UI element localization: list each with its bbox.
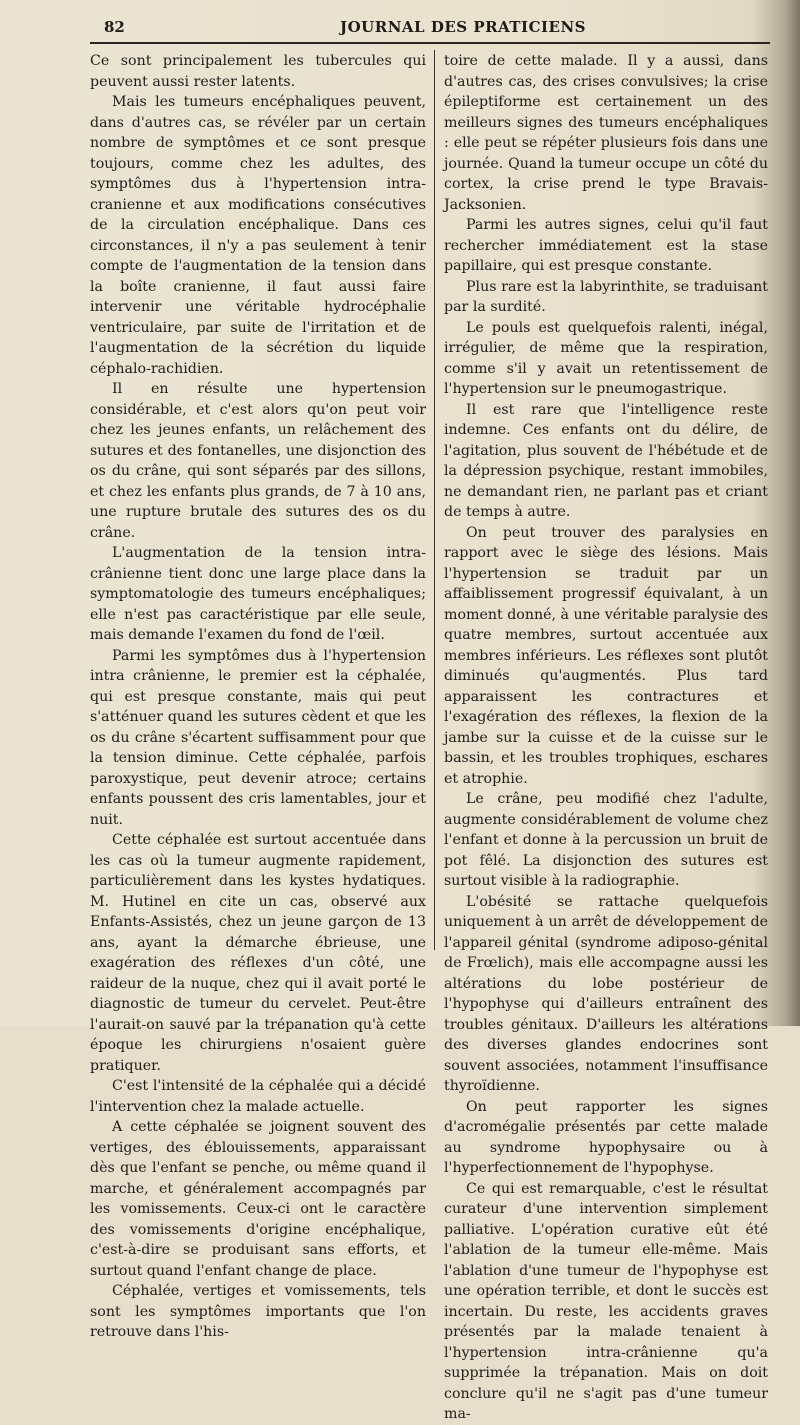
- paragraph: Il en résulte une hypertension considérable, et c'est alors qu'on peut voir chez les jeunes enfants, un relâchement des sutures et des fontanelles, une disjonction des os du crâne, qui sont séparés par des sillons, et chez les enfants plus grands, de 7 à 10 ans, une rupture brutale des sutures des os du crâne.: [90, 381, 426, 541]
- journal-title: JOURNAL DES PRATICIENS: [340, 18, 586, 36]
- paragraph: Parmi les symptômes dus à l'hypertension intra crânienne, le premier est la céphalée, qui est presque constante, mais qui peut s'atténuer quand les sutures cèdent et que les os du crâne s'écartent suffisamment pour que la tension diminue. Cette céphalée, parfois paroxystique, peut devenir atroce; certains enfants poussent des cris lamentables, jour et nuit.: [90, 647, 426, 828]
- page-number: 82: [104, 18, 125, 36]
- paragraph: Plus rare est la labyrinthite, se traduisant par la surdité.: [444, 278, 768, 315]
- paragraph: Parmi les autres signes, celui qu'il faut rechercher immédiatement est la stase papillaire, qui est presque constante.: [444, 217, 768, 274]
- left-column: [90, 51, 426, 1343]
- paragraph: Céphalée, vertiges et vomissements, tels sont les symptômes importants que l'on retrouve dans l'his-: [90, 1283, 426, 1340]
- paragraph: Ce sont principalement les tubercules qui peuvent aussi rester latents.: [90, 53, 426, 90]
- paragraph: Ce qui est remarquable, c'est le résultat curateur d'une intervention simplement palliative. L'opération curative eût été l'ablation de la tumeur elle-même. Mais l'ablation d'une tumeur de l'hypophyse est une opération terrible, et dont le succès est incertain. Du reste, les accidents graves présentés par la malade tenaient à l'hypertension intra-crânienne qu'a supprimée la trépanation. Mais on doit conclure qu'il ne s'agit pas d'une tumeur ma-: [444, 1180, 768, 1422]
- column-divider: [434, 50, 435, 950]
- header-rule: [90, 42, 770, 44]
- paragraph: On peut trouver des paralysies en rapport avec le siège des lésions. Mais l'hypertension se traduit par un affaiblissement progressif équivalant, à un moment donné, à une véritable paralysie des quatre membres, surtout accentuée aux membres inférieurs. Les réflexes sont plutôt diminués qu'augmentés. Plus tard apparaissent les contractures et l'exagération des réflexes, la flexion de la jambe sur la cuisse et de la cuisse sur le bassin, et les troubles trophiques, eschares et atrophie.: [444, 524, 768, 787]
- paragraph: Il est rare que l'intelligence reste indemne. Ces enfants ont du délire, de l'agitation, plus souvent de l'hébétude et de la dépression psychique, restant immobiles, ne demandant rien, ne parlant pas et criant de temps à autre.: [444, 401, 768, 520]
- paragraph: Cette céphalée est surtout accentuée dans les cas où la tumeur augmente rapidement, particulièrement dans les kystes hydatiques. M. Hutinel en cite un cas, observé aux Enfants-Assistés, chez un jeune garçon de 13 ans, ayant la démarche ébrieuse, une exagération des réflexes d'un côté, une raideur de la nuque, chez qui il avait porté le diagnostic de tumeur du cervelet. Peut-être l'aurait-on sauvé par la trépanation qu'à cette époque les chirurgiens n'osaient guère pratiquer.: [90, 832, 426, 1074]
- paragraph: On peut rapporter les signes d'acromégalie présentés par cette malade au syndrome hypophysaire ou à l'hyperfectionnement de l'hypophyse.: [444, 1098, 768, 1176]
- page-header: [90, 16, 780, 40]
- paragraph: Le pouls est quelquefois ralenti, inégal, irrégulier, de même que la respiration, comme s'il y avait un retentissement de l'hypertension sur le pneumogastrique.: [444, 319, 768, 397]
- paragraph: L'obésité se rattache quelquefois uniquement à un arrêt de développement de l'appareil génital (syndrome adiposo-génital de Frœlich), mais elle accompagne aussi les altérations du lobe postérieur de l'hypophyse qui d'ailleurs entraînent des troubles génitaux. D'ailleurs les altérations des diverses glandes endocrines sont souvent associées, notamment l'insuffisance thyroïdienne.: [444, 893, 768, 1094]
- paragraph: C'est l'intensité de la céphalée qui a décidé l'intervention chez la malade actuelle.: [90, 1078, 426, 1115]
- paragraph: Mais les tumeurs encéphaliques peuvent, dans d'autres cas, se révéler par un certain nombre de symptômes et ce sont presque toujours, comme chez les adultes, des symptômes dus à l'hypertension intra-cranienne et aux modifications consécutives de la circulation encéphalique. Dans ces circonstances, il n'y a pas seulement à tenir compte de l'augmentation de la tension dans la boîte cranienne, il faut aussi faire intervenir une véritable hydrocéphalie ventriculaire, par suite de l'irritation et de l'augmentation de la sécrétion du liquide céphalo-rachidien.: [90, 94, 426, 377]
- right-column: [444, 51, 768, 1425]
- paragraph: toire de cette malade. Il y a aussi, dans d'autres cas, des crises convulsives; la crise épileptiforme est certainement un des meilleurs signes des tumeurs encéphaliques : elle peut se répéter plusieurs fois dans une journée. Quand la tumeur occupe un côté du cortex, la crise prend le type Bravais-Jacksonien.: [444, 53, 768, 213]
- paragraph: A cette céphalée se joignent souvent des vertiges, des éblouissements, apparaissant dès que l'enfant se penche, ou même quand il marche, et généralement accompagnés par les vomissements. Ceux-ci ont le caractère des vomissements d'origine encéphalique, c'est-à-dire se produisant sans efforts, et surtout quand l'enfant change de place.: [90, 1119, 426, 1279]
- paragraph: L'augmentation de la tension intra-crânienne tient donc une large place dans la symptomatologie des tumeurs encéphaliques; elle n'est pas caractéristique par elle seule, mais demande l'examen du fond de l'œil.: [90, 545, 426, 643]
- paragraph: Le crâne, peu modifié chez l'adulte, augmente considérablement de volume chez l'enfant et donne à la percussion un bruit de pot fêlé. La disjonction des sutures est surtout visible à la radiographie.: [444, 791, 768, 889]
